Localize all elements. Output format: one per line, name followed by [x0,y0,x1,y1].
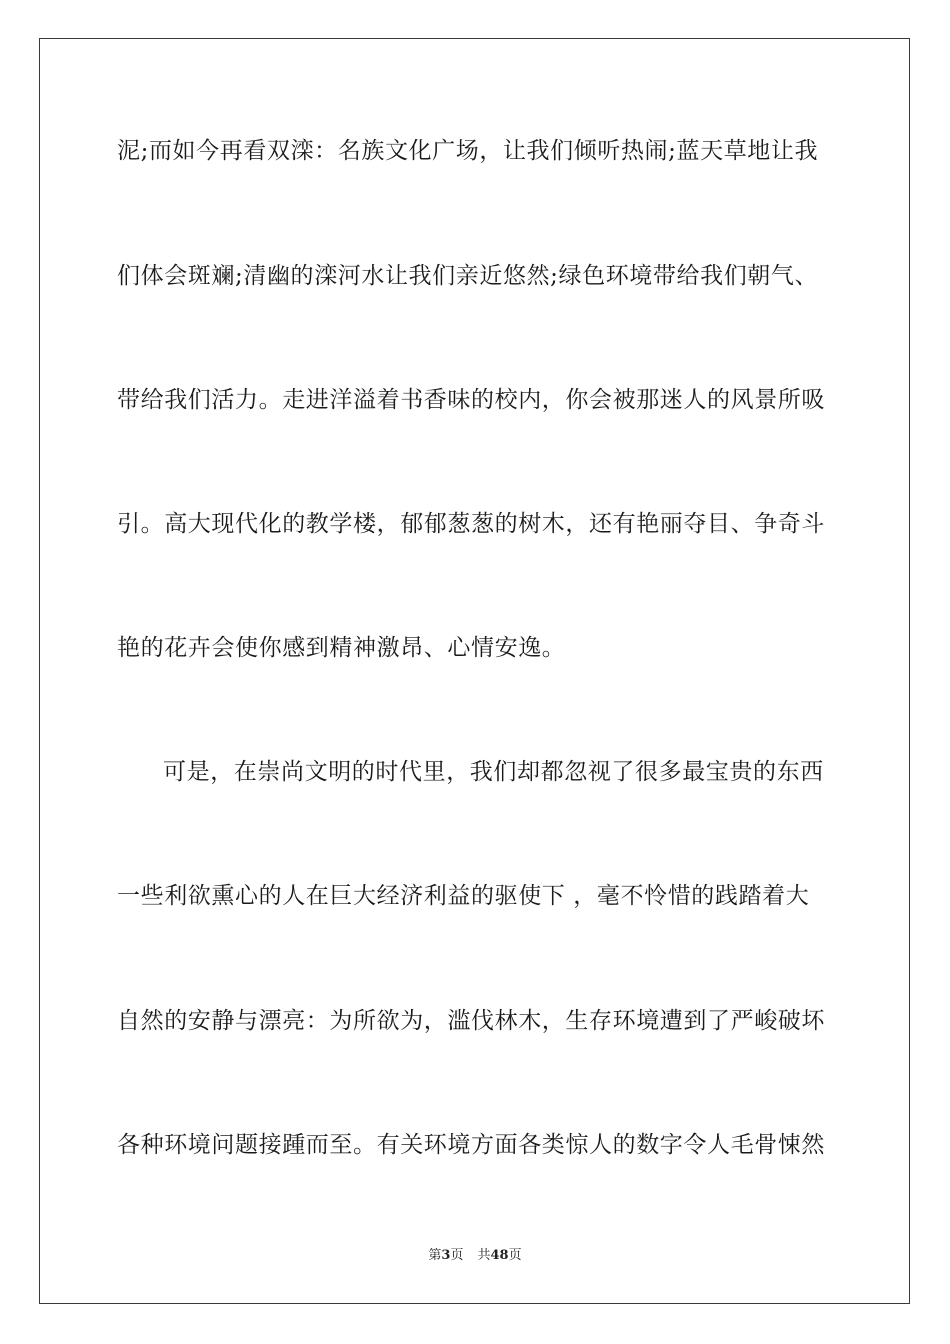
body-text-line: 们体会斑斓;清幽的滦河水让我们亲近悠然;绿色环境带给我们朝气、 [117,263,819,289]
body-text-line: 一些利欲熏心的人在巨大经济利益的驱使下 ，毫不怜惜的践踏着大 [117,883,810,909]
body-text-line: 带给我们活力。走进洋溢着书香味的校内，你会被那迷人的风景所吸 [117,387,825,413]
page-border [39,38,910,1304]
page-footer [0,1247,950,1265]
total-prefix: 共 [477,1248,491,1263]
total-suffix: 页 [508,1248,522,1263]
body-text-line: 引。高大现代化的教学楼，郁郁葱葱的树木，还有艳丽夺目、争奇斗 [117,511,825,537]
body-text-line: 泥;而如今再看双滦：名族文化广场，让我们倾听热闹;蓝天草地让我 [117,138,819,164]
body-text-line: 艳的花卉会使你感到精神激昂、心情安逸。 [117,635,566,661]
paragraph-first-line: 可是，在崇尚文明的时代里，我们却都忽视了很多最宝贵的东西 [163,759,824,785]
page-number: 3 [441,1248,451,1263]
body-text-line: 各种环境问题接踵而至。有关环境方面各类惊人的数字令人毛骨悚然 [117,1132,825,1158]
page-prefix: 第 [428,1248,442,1263]
body-text-line: 自然的安静与漂亮：为所欲为，滥伐林木，生存环境遭到了严峻破坏 [117,1008,825,1034]
page-suffix: 页 [450,1248,464,1263]
total-pages: 48 [490,1248,509,1263]
